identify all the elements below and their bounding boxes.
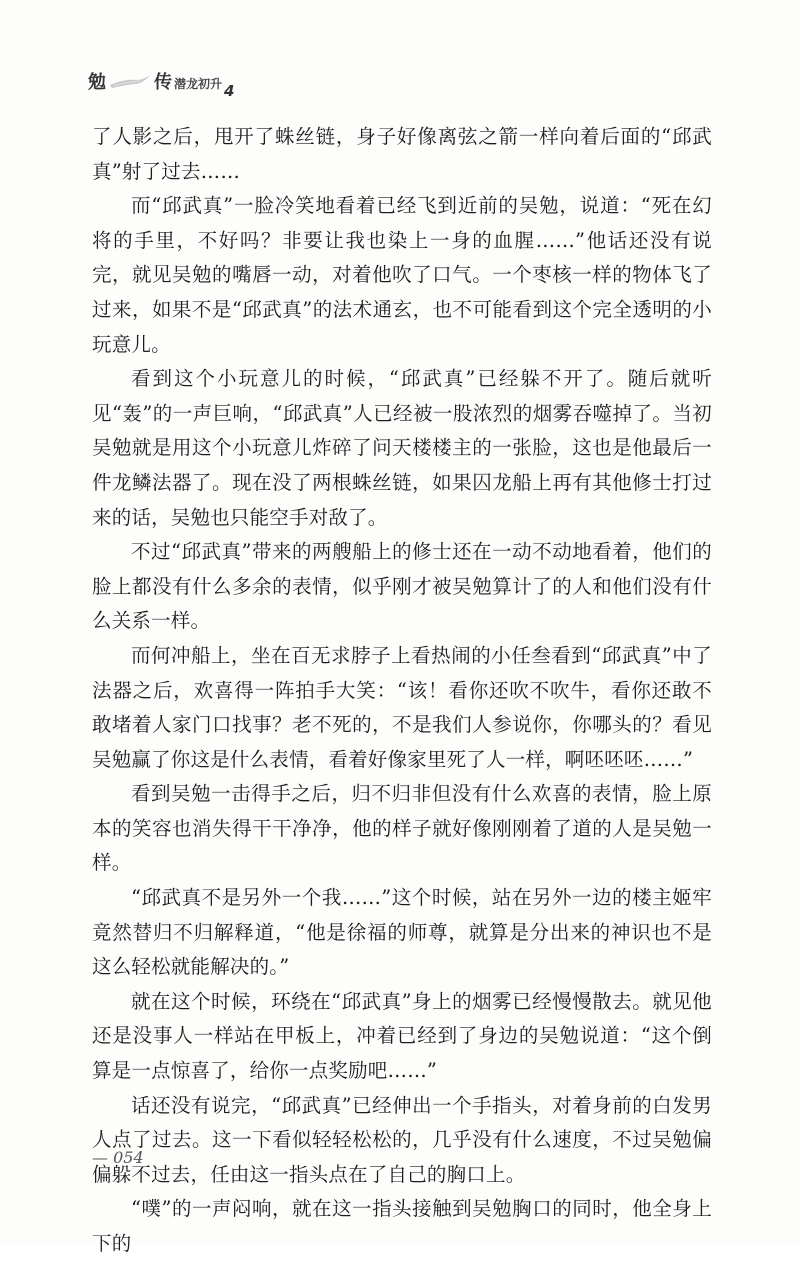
body-paragraph: 看到这个小玩意儿的时候，“邱武真”已经躲不开了。随后就听见“轰”的一声巨响，“邱武真”人已经被一股浓烈的烟雾吞噬掉了。当初吴勉就是用这个小玩意儿炸碎了问天楼楼主的一张脸，这也是他最后一件龙鳞法器了。现在没了两根蛛丝链，如果囚龙船上再有其他修士打过来的话，吴勉也只能空手对敌了。	[92, 367, 712, 529]
body-paragraph: 而“邱武真”一脸冷笑地看着已经飞到近前的吴勉，说道：“死在幻将的手里，不好吗？非要让我也染上一身的血腥……”他话还没有说完，就见吴勉的嘴唇一动，对着他吹了口气。一个枣核一样的物体飞了过来，如果不是“邱武真”的法术通玄，也不可能看到这个完全透明的小玩意儿。	[92, 194, 712, 356]
body-paragraph: “邱武真不是另外一个我……”这个时候，站在另外一边的楼主姬牢竟然替归不归解释道，“他是徐福的师尊，就算是分出来的神识也不是这么轻松就能解决的。”	[92, 886, 712, 979]
running-header	[88, 52, 235, 100]
page-number: — 054	[92, 1148, 144, 1167]
header-title-char-1: 勉	[88, 72, 106, 93]
body-paragraph: 了人影之后，甩开了蛛丝链，身子好像离弦之箭一样向着后面的“邱武真”射了过去……	[92, 125, 712, 183]
body-paragraph: 看到吴勉一击得手之后，归不归非但没有什么欢喜的表情，脸上原本的笑容也消失得干干净净，他的样子就好像刚刚着了道的人是吴勉一样。	[92, 782, 712, 875]
body-paragraph: “噗”的一声闷响，就在这一指头接触到吴勉胸口的同时，他全身上下的	[92, 1197, 712, 1255]
brush-stroke-icon	[108, 70, 152, 92]
header-subtitle: 潜龙初升	[174, 77, 223, 91]
header-volume-number: 4	[224, 82, 235, 100]
body-paragraph: 不过“邱武真”带来的两艘船上的修士还在一动不动地看着，他们的脸上都没有什么多余的表情，似乎刚才被吴勉算计了的人和他们没有什么关系一样。	[92, 540, 712, 633]
chapter-body	[92, 120, 712, 1262]
body-paragraph: 而何冲船上，坐在百无求脖子上看热闹的小任叁看到“邱武真”中了法器之后，欢喜得一阵拍手大笑：“该！看你还吹不吹牛，看你还敢不敢堵着人家门口找事？老不死的，不是我们人参说你，你哪头的？看见吴勉赢了你这是什么表情，看着好像家里死了人一样，啊呸呸呸……”	[92, 643, 712, 771]
body-paragraph: 话还没有说完，“邱武真”已经伸出一个手指头，对着身前的白发男人点了过去。这一下看似轻轻松松的，几乎没有什么速度，不过吴勉偏偏躲不过去，任由这一指头点在了自己的胸口上。	[92, 1093, 712, 1186]
header-title-char-2: 传	[154, 72, 172, 93]
body-paragraph: 就在这个时候，环绕在“邱武真”身上的烟雾已经慢慢散去。就见他还是没事人一样站在甲板上，冲着已经到了身边的吴勉说道：“这个倒算是一点惊喜了，给你一点奖励吧……”	[92, 989, 712, 1083]
